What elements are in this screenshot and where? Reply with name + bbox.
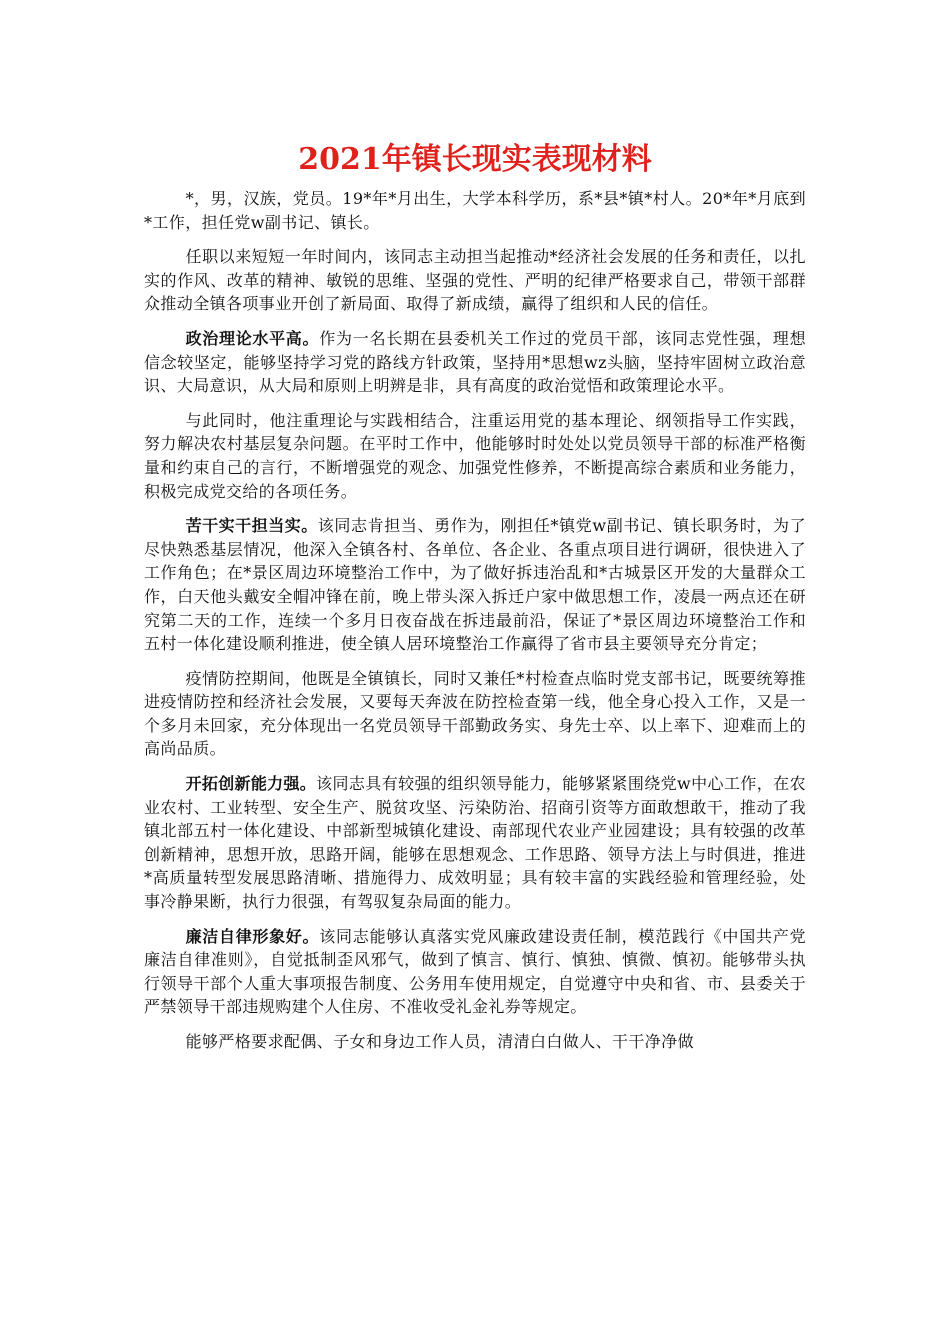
paragraph-text: *，男，汉族，党员。19*年*月出生，大学本科学历，系*县*镇*村人。20*年*月底到*工作，担任党w副书记、镇长。 — [144, 189, 806, 232]
paragraph-lead: 廉洁自律形象好。 — [185, 926, 320, 946]
paragraph-lead: 开拓创新能力强。 — [185, 774, 317, 794]
paragraph-text: 作为一名长期在县委机关工作过的党员干部，该同志党性强，理想信念较坚定，能够坚持学习党的路线方针政策，坚持用*思想wz头脑，坚持牢固树立政治意识、大局意识，从大局和原则上明辨是非，具有高度的政治觉悟和政策理论水平。 — [144, 328, 806, 396]
document-body — [144, 187, 806, 1065]
paragraph — [144, 1030, 806, 1054]
document-title: 2021年镇长现实表现材料 — [298, 142, 652, 177]
paragraph-lead: 政治理论水平高。 — [185, 328, 320, 348]
paragraph-text: 与此同时，他注重理论与实践相结合，注重运用党的基本理论、纲领指导工作实践，努力解决农村基层复杂问题。在平时工作中，他能够时时处处以党员领导干部的标准严格衡量和约束自己的言行，不断增强党的观念、加强党性修养，不断提高综合素质和业务能力，积极完成党交给的各项任务。 — [144, 410, 806, 501]
paragraph — [144, 667, 806, 761]
paragraph-text: 任职以来短短一年时间内，该同志主动担当起推动*经济社会发展的任务和责任，以扎实的作风、改革的精神、敏锐的思维、坚强的党性、严明的纪律严格要求自己，带领干部群众推动全镇各项事业开创了新局面、取得了新成绩，赢得了组织和人民的信任。 — [144, 247, 806, 314]
paragraph — [144, 327, 806, 398]
paragraph — [144, 187, 806, 234]
paragraph — [144, 245, 806, 316]
paragraph — [144, 772, 806, 914]
paragraph — [144, 409, 806, 503]
paragraph-text: 该同志肯担当、勇作为，刚担任*镇党w副书记、镇长职务时，为了尽快熟悉基层情况，他深入全镇各村、各单位、各企业、各重点项目进行调研，很快进入了工作角色；在*景区周边环境整治工作中，为了做好拆违治乱和*古城景区开发的大量群众工作，白天他头戴安全帽冲锋在前，晚上带头深入拆迁户家中做思想工作，凌晨一两点还在研究第二天的工作，连续一个多月日夜奋战在拆违最前沿，保证了*景区周边环境整治工作和五村一体化建设顺利推进，使全镇人居环境整治工作赢得了省市县主要领导充分肯定； — [144, 516, 806, 654]
paragraph — [144, 925, 806, 1019]
paragraph-text: 该同志具有较强的组织领导能力，能够紧紧围绕党w中心工作，在农业农村、工业转型、安全生产、脱贫攻坚、污染防治、招商引资等方面敢想敢干，推动了我镇北部五村一体化建设、中部新型城镇化建设、南部现代农业产业园建设；具有较强的改革创新精神，思想开放，思路开阔，能够在思想观念、工作思路、领导方法上与时俱进，推进*高质量转型发展思路清晰、措施得力、成效明显；具有较丰富的实践经验和管理经验，处事冷静果断，执行力很强，有驾驭复杂局面的能力。 — [144, 774, 806, 912]
paragraph-lead: 苦干实干担当实。 — [185, 516, 318, 536]
paragraph — [144, 514, 806, 656]
paragraph-text: 疫情防控期间，他既是全镇镇长，同时又兼任*村检查点临时党支部书记，既要统筹推进疫情防控和经济社会发展，又要每天奔波在防控检查第一线，他全身心投入工作，又是一个多月未回家，充分体现出一名党员领导干部勤政务实、身先士卒、以上率下、迎难而上的高尚品质。 — [144, 668, 806, 759]
paragraph-text: 能够严格要求配偶、子女和身边工作人员，清清白白做人、干干净净做 — [185, 1032, 694, 1051]
paragraph-text: 该同志能够认真落实党风廉政建设责任制，模范践行《中国共产党廉洁自律准则》，自觉抵制歪风邪气，做到了慎言、慎行、慎独、慎微、慎初。能够带头执行领导干部个人重大事项报告制度、公务用车使用规定，自觉遵守中央和省、市、县委关于严禁领导干部违规购建个人住房、不准收受礼金礼券等规定。 — [144, 926, 806, 1017]
